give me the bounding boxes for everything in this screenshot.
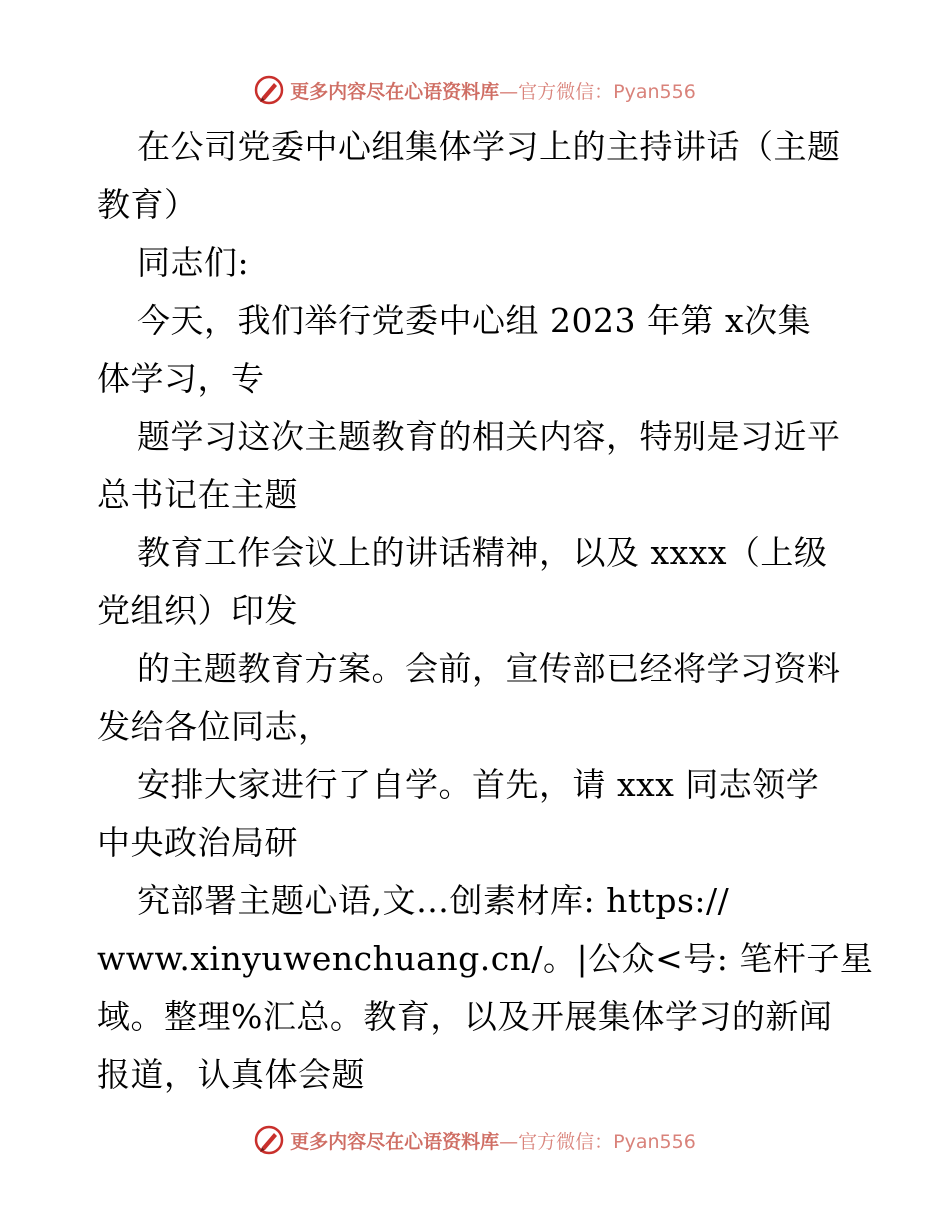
doc-line: 域。整理%汇总。教育，以及开展集体学习的新闻: [97, 997, 833, 1036]
doc-line: 报道，认真体会题: [97, 1055, 365, 1094]
doc-line: 同志们:: [137, 243, 250, 282]
doc-line: 安排大家进行了自学。首先，请 xxx 同志领学: [137, 765, 820, 804]
doc-line: 发给各位同志，: [97, 707, 332, 746]
footer-banner: [0, 1118, 950, 1162]
header-banner: [0, 68, 950, 112]
doc-line: 今天，我们举行党委中心组 2023 年第 x次集: [137, 301, 812, 340]
doc-line: 在公司党委中心组集体学习上的主持讲话（主题: [137, 127, 841, 166]
doc-line: 题学习这次主题教育的相关内容，特别是习近平: [137, 417, 841, 456]
header-banner-text: 更多内容尽在心语资料库—官方微信：Pyan556: [290, 80, 696, 103]
doc-line: 的主题教育方案。会前，宣传部已经将学习资料: [137, 649, 841, 688]
footer-banner-text: 更多内容尽在心语资料库—官方微信：Pyan556: [290, 1130, 696, 1153]
pen-logo-icon: [254, 1125, 284, 1155]
doc-line: 中央政治局研: [97, 823, 298, 862]
doc-line: 总书记在主题: [97, 475, 298, 514]
document-body: [97, 118, 874, 1104]
doc-line: 教育）: [97, 185, 198, 224]
doc-line: 教育工作会议上的讲话精神，以及 xxxx（上级: [137, 533, 828, 572]
doc-line: www.xinyuwenchuang.cn/。|公众<号: 笔杆子星: [97, 939, 874, 978]
doc-line: 究部署主题心语,文…创素材库: https://: [137, 881, 730, 920]
pen-logo-icon: [254, 75, 284, 105]
doc-line: 党组织）印发: [97, 591, 298, 630]
doc-line: 体学习，专: [97, 359, 265, 398]
